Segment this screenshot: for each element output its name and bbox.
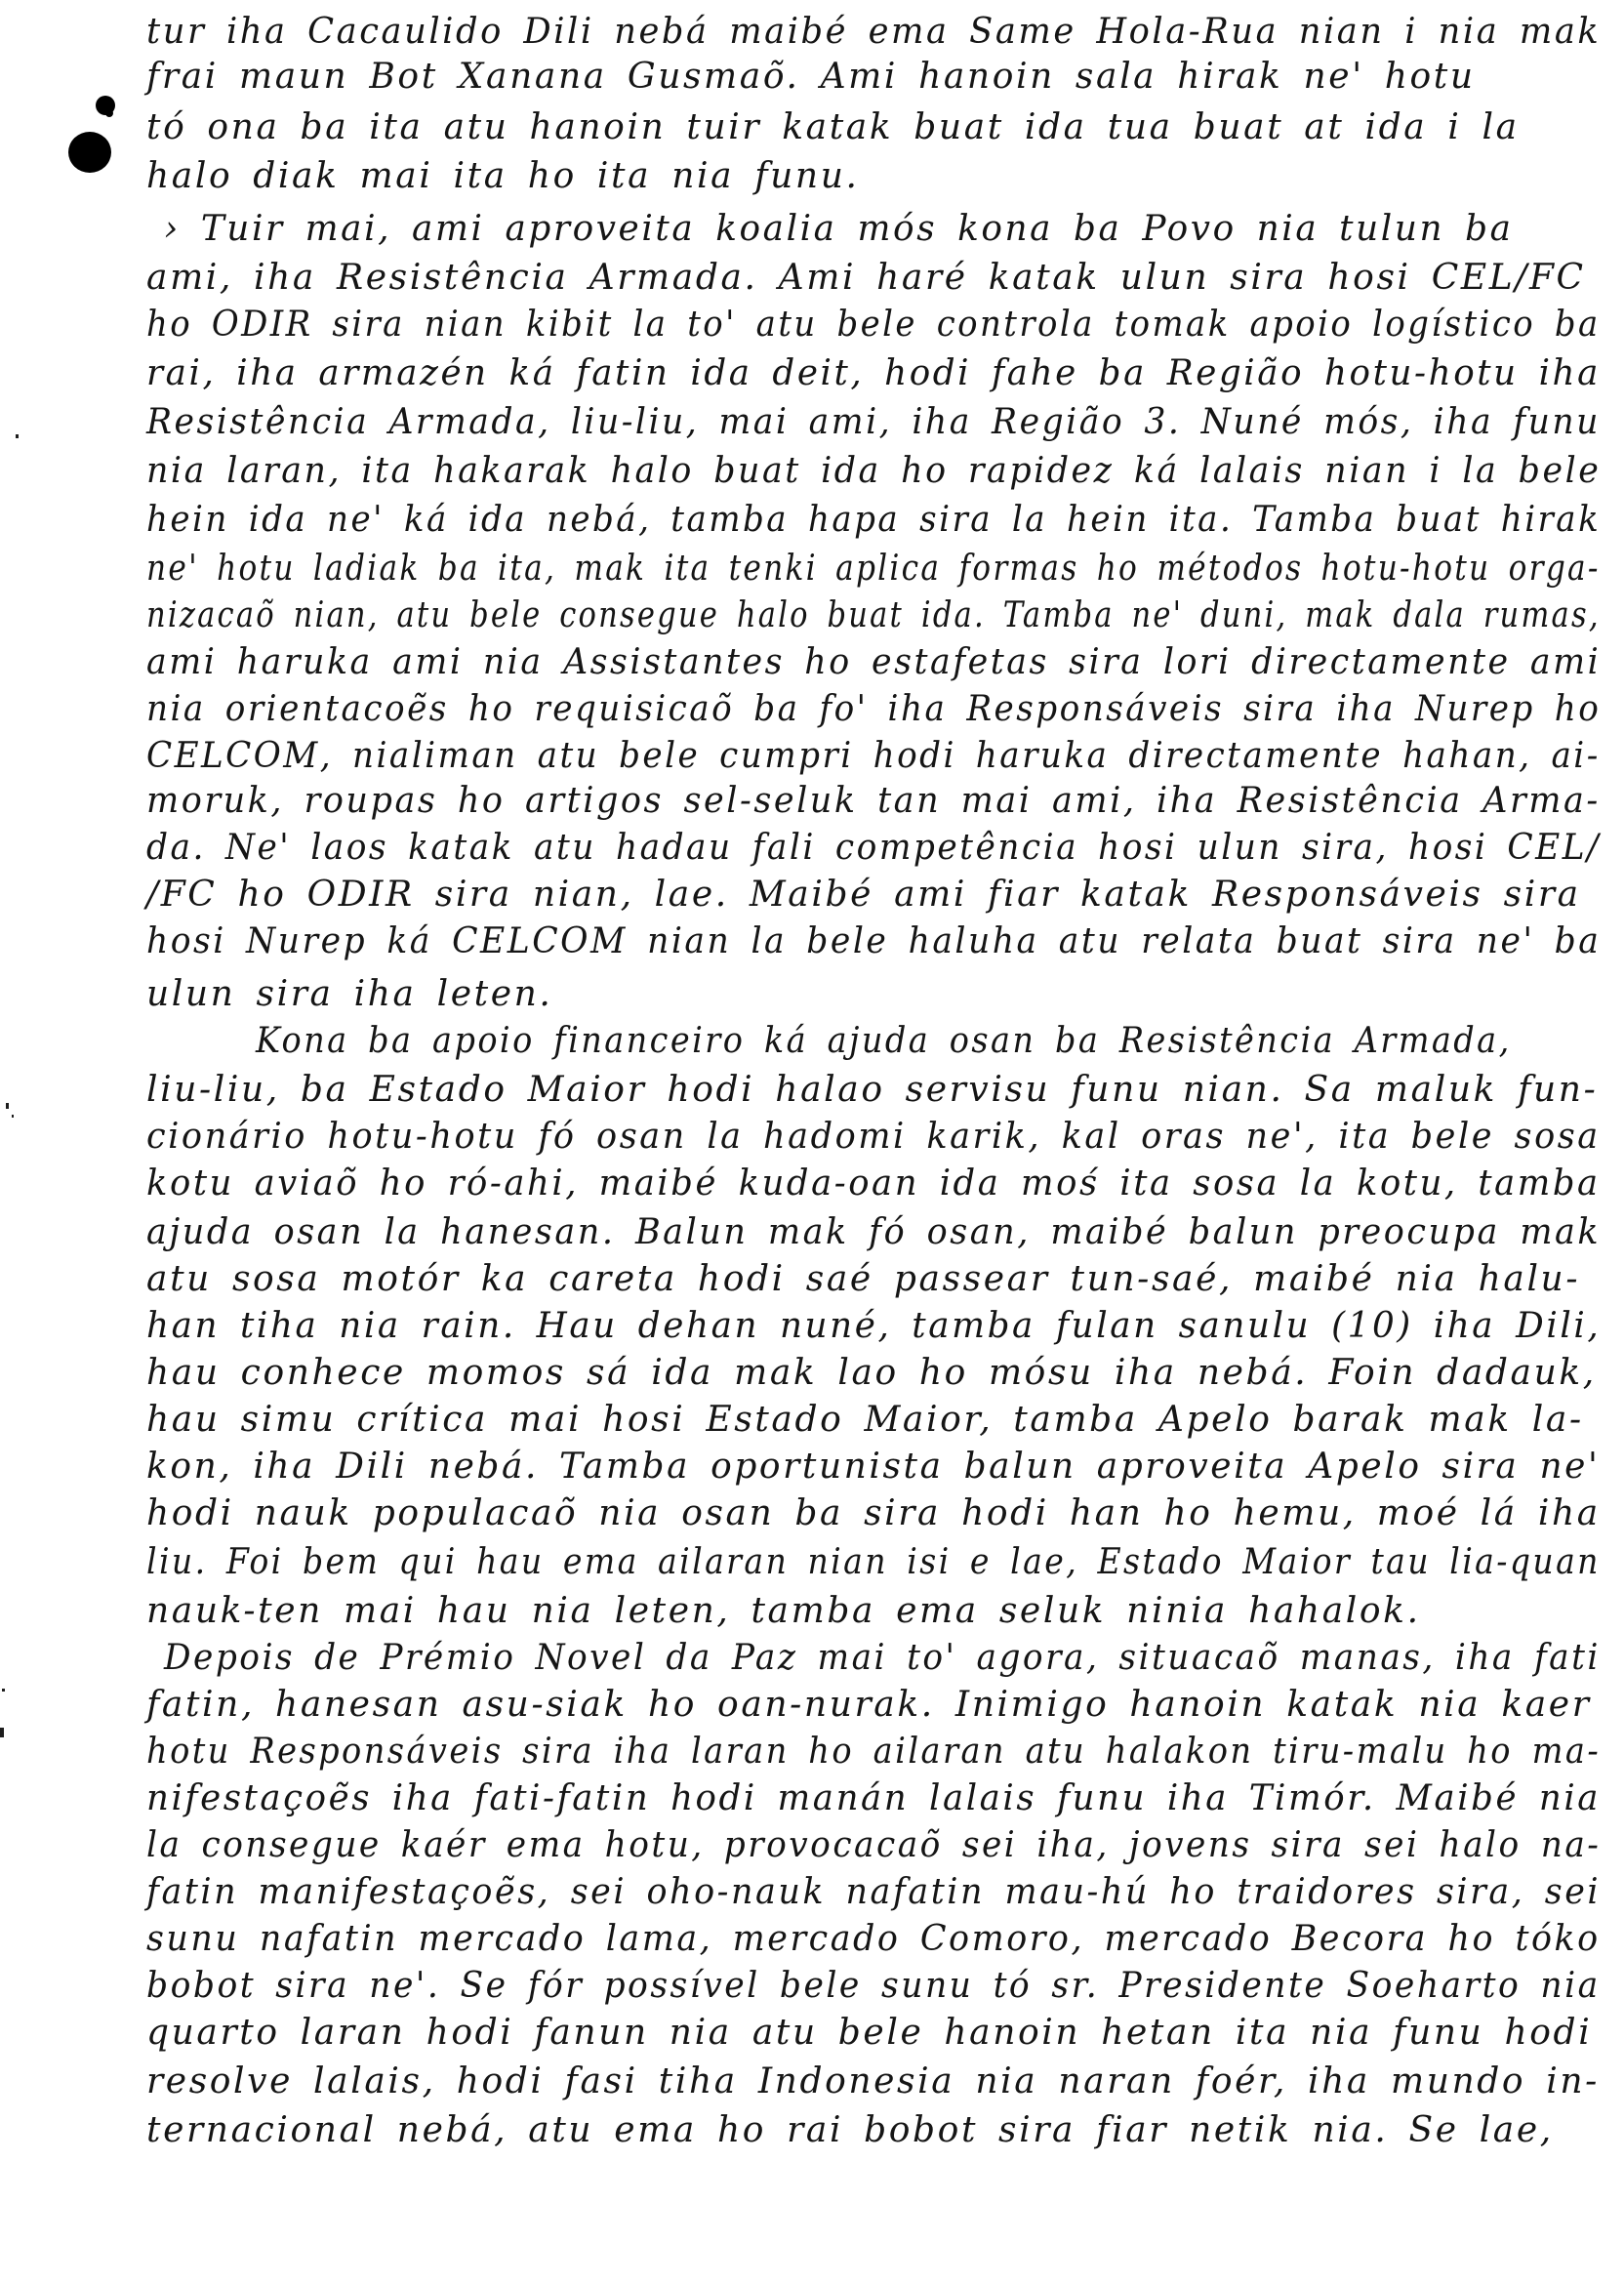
- text-line: resolve lalais, hodi fasi tiha Indonesia nia naran foér, iha mundo in-: [146, 2061, 1600, 2101]
- scan-speck: [6, 1103, 9, 1109]
- text-line: ho ODIR sira nian kibit la to' atu bele controla tomak apoio logístico ba: [146, 305, 1601, 345]
- text-line: bobot sira ne'. Se fór possível bele sunu tó sr. Presidente Soeharto nia: [146, 1966, 1601, 2006]
- text-line: nizacaõ nian, atu bele consegue halo buat ida. Tamba ne' duni, mak dala rumas,: [146, 595, 1601, 635]
- paragraph-first-line: › Tuir mai, ami aproveita koalia mós kona ba Povo nia tulun ba: [164, 209, 1514, 249]
- text-line: nia orientacoẽs ho requisicaõ ba fo' iha Responsáveis sira iha Nurep ho: [146, 689, 1602, 729]
- ink-blot: [68, 132, 111, 173]
- text-line: han tiha nia rain. Hau dehan nuné, tamba fulan sanulu (10) iha Dili,: [146, 1306, 1602, 1346]
- paragraph-first-line: Kona ba apoio financeiro ká ajuda osan ba Resistência Armada,: [256, 1021, 1512, 1061]
- text-line: hau simu crítica mai hosi Estado Maior, tamba Apelo barak mak la-: [146, 1400, 1584, 1440]
- text-line: hau conhece momos sá ida mak lao ho mósu iha nebá. Foin dadauk,: [146, 1353, 1597, 1393]
- text-line: ami, iha Resistência Armada. Ami haré katak ulun sira hosi CEL/FC: [146, 258, 1586, 298]
- text-line: hodi nauk populacaõ nia osan ba sira hodi han ho hemu, moé lá iha: [146, 1493, 1601, 1533]
- text-line: CELCOM, nialiman atu bele cumpri hodi haruka directamente hahan, ai-: [146, 736, 1601, 776]
- text-line: liu. Foi bem qui hau ema ailaran nian isi e lae, Estado Maior tau lia-quan: [146, 1542, 1601, 1582]
- text-line: ajuda osan la hanesan. Balun mak fó osan, maibé balun preocupa mak: [146, 1212, 1602, 1252]
- text-line: ternacional nebá, atu ema ho rai bobot sira fiar netik nia. Se lae,: [146, 2110, 1554, 2150]
- text-line: tur iha Cacaulido Dili nebá maibé ema Same Hola-Rua nian i nia mak: [146, 12, 1602, 52]
- text-line: ne' hotu ladiak ba ita, mak ita tenki aplica formas ho métodos hotu-hotu orga-: [146, 549, 1601, 589]
- text-line: kotu aviaõ ho ró-ahi, maibé kuda-oan ida moś ita sosa la kotu, tamba: [146, 1163, 1601, 1203]
- text-line: cionário hotu-hotu fó osan la hadomi karik, kal oras ne', ita bele sosa: [146, 1117, 1601, 1157]
- scan-speck: [12, 1115, 14, 1118]
- text-line: la consegue kaér ema hotu, provocacaõ sei iha, jovens sira sei halo na-: [146, 1825, 1602, 1865]
- text-line: da. Ne' laos katak atu hadau fali competência hosi ulun sira, hosi CEL/: [146, 828, 1602, 868]
- text-line: kon, iha Dili nebá. Tamba oportunista balun aproveita Apelo sira ne': [146, 1447, 1601, 1487]
- text-line: nifestaçoẽs iha fati-fatin hodi manán lalais funu iha Timór. Maibé nia: [146, 1778, 1602, 1818]
- text-line: frai maun Bot Xanana Gusmaõ. Ami hanoin sala hirak ne' hotu: [146, 57, 1476, 97]
- text-line: quarto laran hodi fanun nia atu bele hanoin hetan ita nia funu hodi: [146, 2013, 1593, 2053]
- paragraph-first-line: Depois de Prémio Novel da Paz mai to' agora, situacaõ manas, iha fati: [164, 1638, 1601, 1678]
- text-line: fatin manifestaçoẽs, sei oho-nauk nafatin mau-hú ho traidores sira, sei: [146, 1872, 1602, 1912]
- scan-speck: [16, 434, 19, 438]
- text-line: ami haruka ami nia Assistantes ho estafetas sira lori directamente ami: [146, 642, 1602, 682]
- text-line: moruk, roupas ho artigos sel-seluk tan mai ami, iha Resistência Arma-: [146, 781, 1601, 821]
- text-line: tó ona ba ita atu hanoin tuir katak buat ida tua buat at ida i la: [146, 107, 1520, 147]
- text-line: /FC ho ODIR sira nian, lae. Maibé ami fiar katak Responsáveis sira: [146, 875, 1581, 915]
- text-line: sunu nafatin mercado lama, mercado Comoro, mercado Becora ho tóko: [146, 1919, 1601, 1959]
- text-line: atu sosa motór ka careta hodi saé passear tun-saé, maibé nia halu-: [146, 1259, 1581, 1299]
- text-line: hein ida ne' ká ida nebá, tamba hapa sira la hein ita. Tamba buat hirak: [146, 500, 1602, 540]
- ink-blot: [105, 109, 113, 117]
- scan-speck: [0, 1728, 4, 1737]
- text-line: nauk-ten mai hau nia leten, tamba ema seluk ninia hahalok.: [146, 1591, 1421, 1631]
- text-line: liu-liu, ba Estado Maior hodi halao servisu funu nian. Sa maluk fun-: [146, 1070, 1599, 1110]
- text-line: hotu Responsáveis sira iha laran ho ailaran atu halakon tiru-malu ho ma-: [146, 1732, 1602, 1772]
- text-line: Resistência Armada, liu-liu, mai ami, iha Região 3. Nuné mós, iha funu: [146, 402, 1601, 442]
- text-line: fatin, hanesan asu-siak ho oan-nurak. Inimigo hanoin katak nia kaer: [146, 1685, 1592, 1725]
- text-line: hosi Nurep ká CELCOM nian la bele haluha atu relata buat sira ne' ba: [146, 921, 1602, 961]
- scan-speck: [2, 1689, 5, 1692]
- text-line: nia laran, ita hakarak halo buat ida ho rapidez ká lalais nian i la bele: [146, 451, 1602, 491]
- text-line: ulun sira iha leten.: [146, 974, 553, 1014]
- text-line: rai, iha armazén ká fatin ida deit, hodi fahe ba Região hotu-hotu iha: [146, 353, 1601, 393]
- text-line: halo diak mai ita ho ita nia funu.: [146, 156, 860, 196]
